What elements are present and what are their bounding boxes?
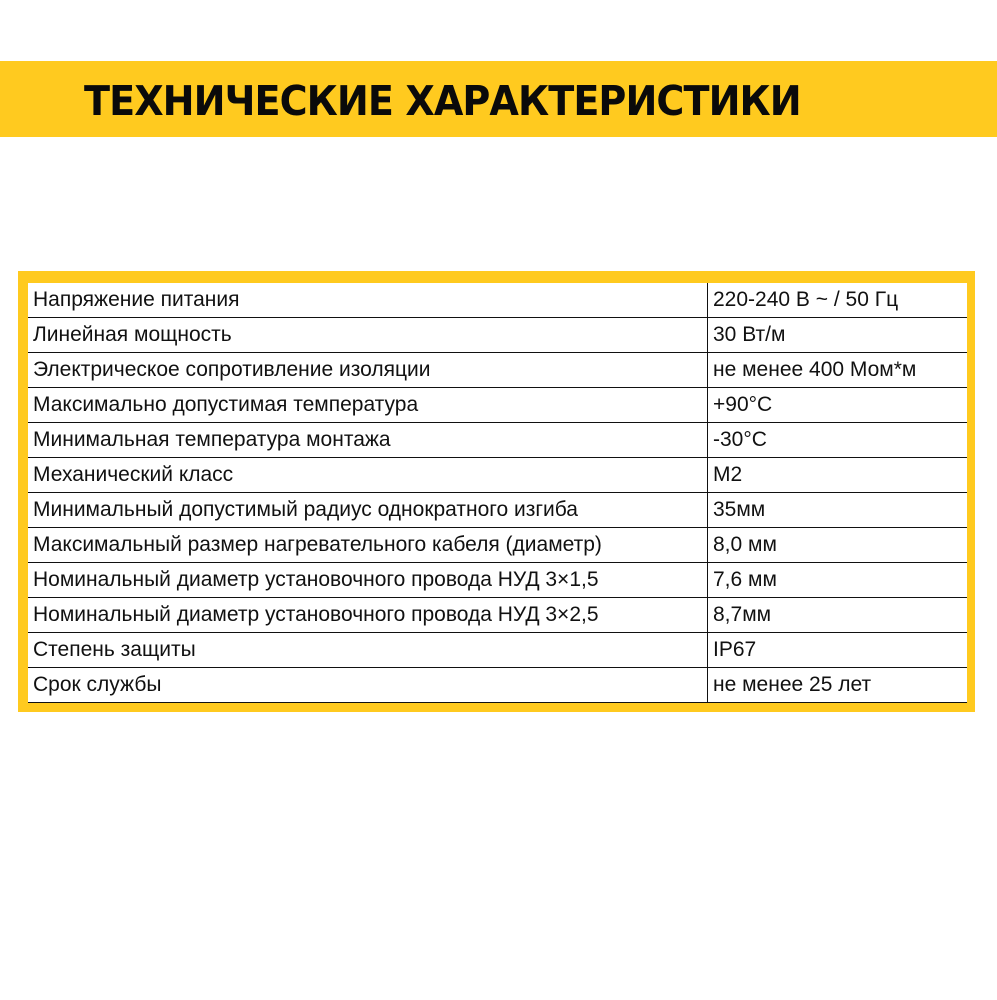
- param-value: не менее 400 Мом*м: [708, 353, 968, 388]
- table-row: [28, 528, 967, 563]
- table-row: [28, 563, 967, 598]
- param-name: Максимально допустимая температура: [28, 388, 708, 423]
- param-value: 30 Вт/м: [708, 318, 968, 353]
- param-name: Номинальный диаметр установочного провода НУД 3×1,5: [28, 563, 708, 598]
- param-name: Механический класс: [28, 458, 708, 493]
- param-name: Максимальный размер нагревательного кабеля (диаметр): [28, 528, 708, 563]
- param-value: 35мм: [708, 493, 968, 528]
- param-value: IP67: [708, 633, 968, 668]
- page-title: ТЕХНИЧЕСКИЕ ХАРАКТЕРИСТИКИ: [84, 77, 801, 125]
- param-name: Линейная мощность: [28, 318, 708, 353]
- table-row: [28, 668, 967, 703]
- param-name: Минимальный допустимый радиус однократного изгиба: [28, 493, 708, 528]
- table-row: [28, 423, 967, 458]
- param-name: Срок службы: [28, 668, 708, 703]
- specifications-table: [28, 283, 967, 703]
- table-row: [28, 353, 967, 388]
- param-value: -30°C: [708, 423, 968, 458]
- table-row: [28, 493, 967, 528]
- param-value: 7,6 мм: [708, 563, 968, 598]
- param-value: 220-240 В ~ / 50 Гц: [708, 283, 968, 318]
- table-row: [28, 633, 967, 668]
- param-name: Степень защиты: [28, 633, 708, 668]
- table-row: [28, 318, 967, 353]
- table-row: [28, 283, 967, 318]
- param-value: не менее 25 лет: [708, 668, 968, 703]
- table-row: [28, 458, 967, 493]
- param-value: 8,7мм: [708, 598, 968, 633]
- param-value: +90°C: [708, 388, 968, 423]
- param-name: Электрическое сопротивление изоляции: [28, 353, 708, 388]
- param-name: Напряжение питания: [28, 283, 708, 318]
- table-row: [28, 388, 967, 423]
- param-value: 8,0 мм: [708, 528, 968, 563]
- table-row: [28, 598, 967, 633]
- param-name: Минимальная температура монтажа: [28, 423, 708, 458]
- param-value: М2: [708, 458, 968, 493]
- param-name: Номинальный диаметр установочного провода НУД 3×2,5: [28, 598, 708, 633]
